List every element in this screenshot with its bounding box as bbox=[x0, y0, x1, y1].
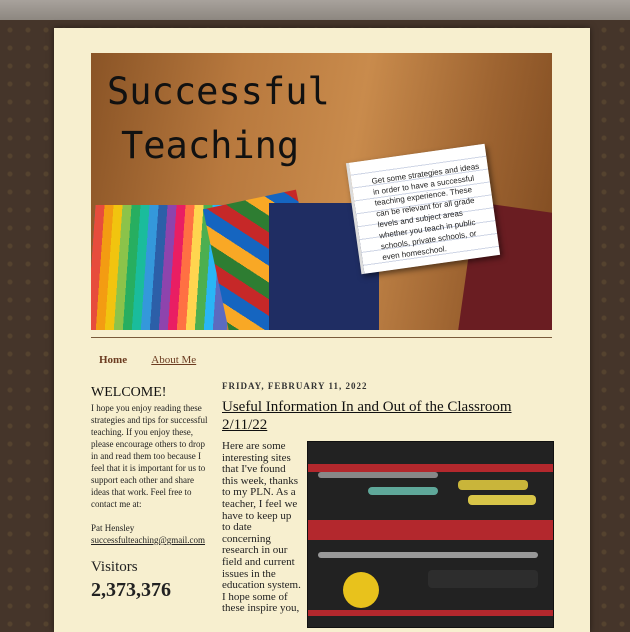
notebook-note bbox=[346, 144, 500, 274]
welcome-text: I hope you enjoy reading these strategies and tips for successful teaching. If you enjoy these, please encourage others to drop in and read them too because I feel that it is important for us to support each other and share ideas that work. Feel free to contact me at: bbox=[91, 403, 208, 509]
title-line-1: Successful bbox=[107, 70, 330, 113]
email-link[interactable]: successfulteaching@gmail.com bbox=[91, 535, 206, 545]
blog-post bbox=[222, 380, 554, 628]
blog-title bbox=[107, 65, 347, 173]
blog-description: Get some strategies and ideas in order to have a successful teaching experience. These can be relevant for all grade levels and subject areas whether you teach in public schools, private schools, or even homeschool. bbox=[371, 161, 480, 263]
browser-top-bar bbox=[0, 0, 630, 20]
sidebar bbox=[91, 385, 209, 602]
pliers bbox=[368, 487, 438, 495]
tab-home[interactable]: Home bbox=[99, 354, 128, 366]
tab-about-me[interactable]: About Me bbox=[151, 354, 197, 366]
visitors-heading: Visitors bbox=[91, 559, 138, 575]
post-date: FRIDAY, FEBRUARY 11, 2022 bbox=[222, 381, 368, 391]
welcome-heading: WELCOME! bbox=[91, 385, 167, 400]
header-banner[interactable] bbox=[91, 53, 552, 330]
tools bbox=[318, 552, 538, 558]
page-tabs bbox=[99, 354, 218, 366]
header-divider bbox=[91, 337, 552, 338]
post-body: Here are some interesting sites that I've found this week, thanks to my PLN. As a teacher, I feel we have to keep up to date concerning research in our field and current issues in the education system. I hope some of these inspire you, bbox=[222, 440, 301, 615]
visitor-count: 2,373,376 bbox=[91, 579, 171, 601]
title-line-2: Teaching bbox=[121, 124, 300, 167]
blog-container bbox=[54, 28, 590, 632]
tray-edge bbox=[308, 520, 553, 540]
tray-edge bbox=[308, 464, 553, 472]
screwdriver bbox=[468, 495, 536, 505]
screwdriver bbox=[428, 570, 538, 588]
wrench bbox=[318, 472, 438, 478]
screwdriver bbox=[458, 480, 528, 490]
tray-edge bbox=[308, 610, 553, 616]
toolbox-photo[interactable] bbox=[307, 441, 554, 628]
author-name: Pat Hensley bbox=[91, 523, 135, 533]
post-title-link[interactable]: Useful Information In and Out of the Classroom 2/11/22 bbox=[222, 399, 512, 433]
post-content bbox=[222, 441, 554, 615]
tape-roll bbox=[343, 572, 379, 608]
